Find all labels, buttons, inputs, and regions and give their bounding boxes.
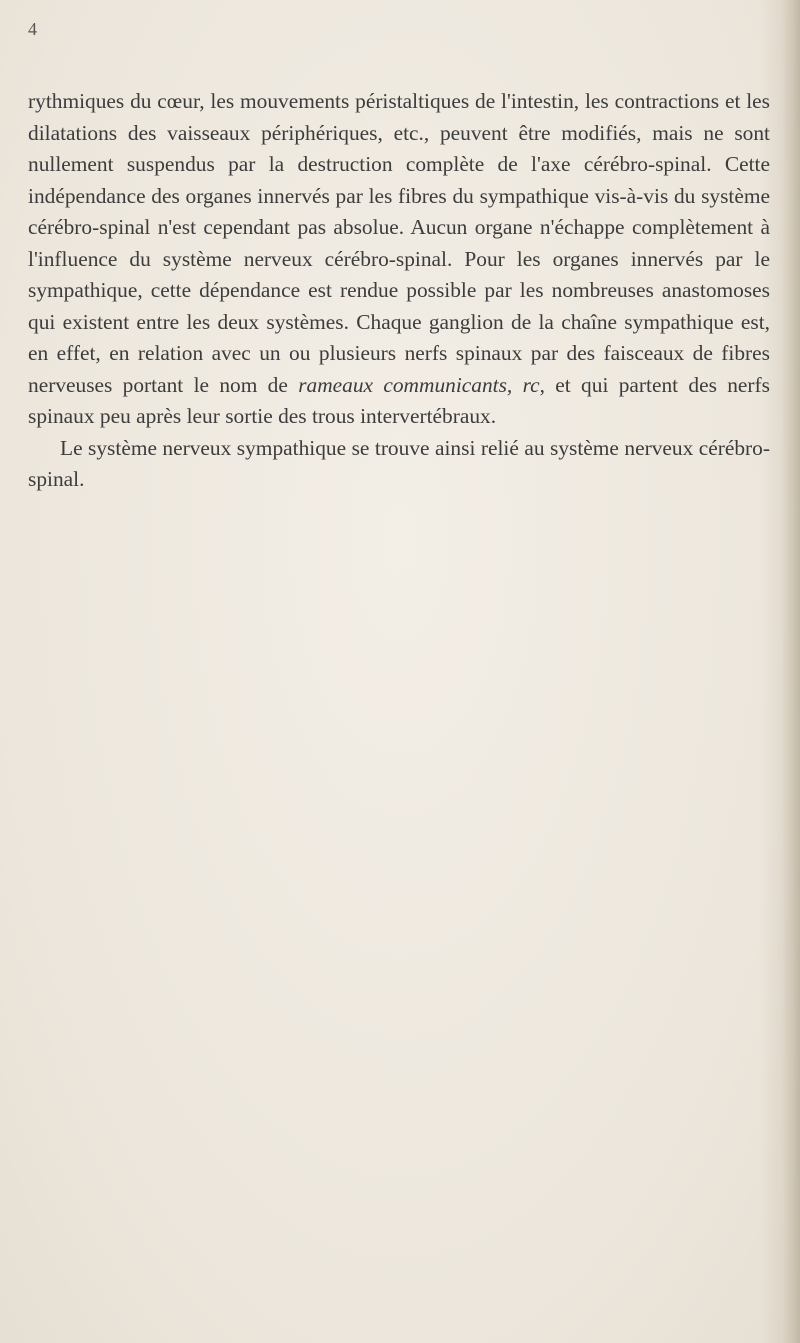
page-edge-shadow	[782, 0, 800, 1343]
paragraph-2: Le système nerveux sympathique se trouve ainsi relié au système nerveux cérébro-spinal.	[28, 435, 770, 491]
paragraph-1-text-start: rythmiques du cœur, les mouvements péristaltiques de l'intestin, les contractions et les dilatations des vaisseaux périphériques, etc., peuvent être modifiés, mais ne sont nullement suspendus par la destruction complète de l'axe cérébro-spinal. Cette indépendance des organes innervés par les fibres du sympathique vis-à-vis du système cérébro-spinal n'est cependant pas absolue. Aucun organe n'échappe complètement à l'influence du système nerveux cérébro-spinal. Pour les organes innervés par le sympathique, cette dépendance est rendue possible par les nombreuses anastomoses qui existent entre les deux systèmes. Chaque ganglion de la chaîne sympathique est, en effet, en relation avec un ou plusieurs nerfs spinaux par des faisceaux de fibres nerveuses portant le nom de	[28, 89, 770, 397]
paragraph-1-text-end: , et qui partent des nerfs spinaux peu après leur sortie des trous intervertébraux.	[28, 372, 771, 428]
italic-term: rameaux communicants, rc	[298, 372, 540, 397]
paragraph-1	[28, 86, 770, 433]
body-text	[28, 86, 770, 496]
page-number: 4	[28, 19, 37, 39]
